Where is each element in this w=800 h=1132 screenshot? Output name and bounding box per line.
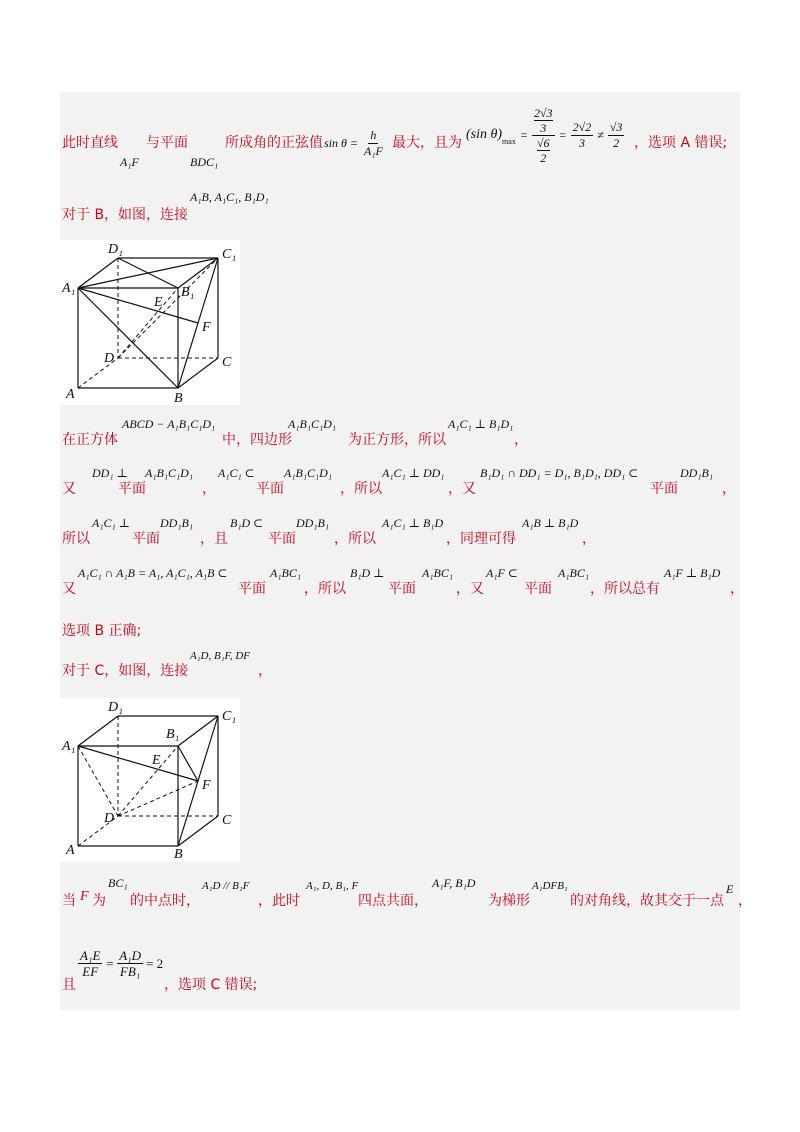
label-a1: A₁ xyxy=(62,739,76,754)
math: A₁C₁ ⊥ xyxy=(92,516,130,530)
label-c: C xyxy=(222,813,232,828)
max-formula xyxy=(466,95,624,175)
text: 对于 C，如图，连接 xyxy=(62,663,189,679)
text: ， xyxy=(738,893,752,909)
ratio-formula xyxy=(78,948,163,979)
math-e: E xyxy=(726,882,734,896)
math: A₁C₁ ⊥ DD₁ xyxy=(382,466,445,480)
text: 平面 xyxy=(238,581,266,597)
num: √6 xyxy=(536,135,550,150)
text: ， xyxy=(730,581,744,597)
den: FB₁ xyxy=(119,964,141,979)
equals: = xyxy=(105,955,115,971)
label-e: E xyxy=(154,295,163,310)
not-equal: ≠ xyxy=(597,127,604,142)
text: ， xyxy=(202,481,216,497)
numerator: h xyxy=(370,128,377,142)
label-d1: D₁ xyxy=(108,700,123,715)
math: A₁B₁C₁D₁ xyxy=(145,466,194,480)
math: A₁B, A₁C₁, B₁D₁ xyxy=(190,190,269,204)
math-a1f: A₁F xyxy=(120,155,139,169)
fraction xyxy=(117,948,143,979)
sin-fraction xyxy=(362,128,385,159)
label-c: C xyxy=(222,355,232,370)
text: 又 xyxy=(62,581,76,597)
math: A₁D // B₁F xyxy=(202,880,250,892)
math: DD₁B₁ xyxy=(160,516,194,530)
math: DD₁B₁ xyxy=(680,466,714,480)
text: ， xyxy=(582,531,596,547)
denominator: A₁F xyxy=(364,144,383,158)
text: 对于 B，如图，连接 xyxy=(62,207,189,223)
den: 2 xyxy=(540,150,547,165)
text: 的对角线，故其交于一点 xyxy=(570,893,724,909)
math: DD₁B₁ xyxy=(296,516,330,530)
text: 的中点时， xyxy=(130,893,200,909)
equals: = xyxy=(558,127,567,142)
rhs: = 2 xyxy=(146,955,164,971)
math: B₁D₁ ∩ DD₁ = D₁, B₁D₁, DD₁ ⊂ xyxy=(480,466,639,480)
compound-fraction xyxy=(532,106,555,165)
text: 且 xyxy=(62,977,76,993)
math: A₁C₁ ⊥ B₁D₁ xyxy=(448,417,514,431)
text: 又 xyxy=(62,481,76,497)
math: A₁F ⊥ B₁D xyxy=(664,566,721,580)
label-d: D xyxy=(104,811,115,826)
text: ，选项 C 错误; xyxy=(164,977,258,993)
math: A₁B ⊥ B₁D xyxy=(522,516,579,530)
text: 最大，且为 xyxy=(392,135,462,151)
text: ，所以 xyxy=(340,481,382,497)
text: ，所以总有 xyxy=(590,581,660,597)
text: ，又 xyxy=(456,581,484,597)
text: ，且 xyxy=(200,531,228,547)
num: √3 xyxy=(609,119,623,134)
math: ABCD − A₁B₁C₁D₁ xyxy=(122,417,216,431)
text: 当 xyxy=(62,893,76,909)
text: ， xyxy=(514,432,528,448)
text: ，所以 xyxy=(334,531,376,547)
math: B₁D ⊥ xyxy=(350,566,385,580)
sin-formula xyxy=(324,128,385,159)
cube-figure-2 xyxy=(60,698,240,862)
math: A₁BC₁ xyxy=(422,566,454,580)
text: 所成角的正弦值 xyxy=(225,135,323,151)
label-a: A xyxy=(66,387,75,402)
label-d: D xyxy=(104,351,115,366)
math-f: F xyxy=(80,889,89,904)
den: 3 xyxy=(540,120,547,135)
fraction xyxy=(571,120,594,151)
math: A₁DFB₁ xyxy=(532,880,568,892)
text: 平面 xyxy=(132,531,160,547)
line-7: 选项 B 正确; xyxy=(62,623,142,639)
text: 中，四边形 xyxy=(222,432,292,448)
lower-fraction xyxy=(535,136,552,165)
fraction xyxy=(78,948,102,979)
math: A₁F ⊂ xyxy=(486,566,518,580)
num: A₁E xyxy=(80,948,101,963)
math: A₁BC₁ xyxy=(558,566,590,580)
text: ，此时 xyxy=(258,893,300,909)
text: 为正方形，所以 xyxy=(348,432,446,448)
math: A₁, D, B₁, F xyxy=(306,880,359,892)
text: 为 xyxy=(92,893,106,909)
num: A₁D xyxy=(119,948,142,963)
math: A₁B₁C₁D₁ xyxy=(288,417,337,431)
max-lhs: (sin θ) xyxy=(466,127,503,142)
num: 2√3 xyxy=(533,105,553,120)
label-b1: B₁ xyxy=(166,727,180,742)
text: 为梯形 xyxy=(488,893,530,909)
math-bdc1: BDC₁ xyxy=(190,155,219,169)
text: 与平面 xyxy=(146,135,188,151)
text: 平面 xyxy=(268,531,296,547)
math: DD₁ ⊥ xyxy=(92,466,128,480)
text: ，选项 A 错误; xyxy=(634,135,728,151)
math: A₁C₁ ∩ A₁B = A₁, A₁C₁, A₁B ⊂ xyxy=(78,566,228,580)
label-c1: C₁ xyxy=(222,247,237,262)
upper-fraction xyxy=(532,106,555,136)
text: ，又 xyxy=(448,481,476,497)
text: ， xyxy=(258,663,272,679)
content-panel xyxy=(60,92,740,1010)
text: 所以 xyxy=(62,531,90,547)
den: EF xyxy=(82,964,99,979)
text: 平面 xyxy=(388,581,416,597)
fraction xyxy=(608,120,625,151)
label-c1: C₁ xyxy=(222,709,237,724)
label-a: A xyxy=(66,843,75,858)
text: ，所以 xyxy=(304,581,346,597)
math: A₁F, B₁D xyxy=(432,876,476,890)
label-f: F xyxy=(202,320,211,335)
text: 平面 xyxy=(118,481,146,497)
den: 2 xyxy=(613,135,620,150)
text: 平面 xyxy=(256,481,284,497)
text: 此时直线 xyxy=(62,135,118,151)
label-b: B xyxy=(174,847,183,862)
equals: = xyxy=(519,127,528,142)
text: 四点共面， xyxy=(358,893,428,909)
text: 在正方体 xyxy=(62,432,118,448)
math: A₁C₁ ⊂ xyxy=(218,466,255,480)
math: A₁D, B₁F, DF xyxy=(190,650,250,662)
label-b: B xyxy=(174,391,183,405)
text: 平面 xyxy=(524,581,552,597)
cube-figure-1 xyxy=(60,240,240,405)
sin-lhs: sin θ = xyxy=(324,136,358,150)
num: 2√2 xyxy=(572,119,592,134)
math: BC₁ xyxy=(108,876,128,890)
math: B₁D ⊂ xyxy=(230,516,264,530)
label-e: E xyxy=(152,753,161,768)
label-b1: B₁ xyxy=(181,285,195,300)
max-subscript: max xyxy=(502,136,516,146)
label-d1: D₁ xyxy=(108,242,123,257)
text: ，同理可得 xyxy=(446,531,516,547)
label-a1: A₁ xyxy=(62,281,76,296)
math: A₁BC₁ xyxy=(270,566,302,580)
math: A₁B₁C₁D₁ xyxy=(284,466,333,480)
text: 平面 xyxy=(650,481,678,497)
label-f: F xyxy=(202,778,211,793)
math: A₁C₁ ⊥ B₁D xyxy=(382,516,444,530)
den: 3 xyxy=(578,135,585,150)
text: ， xyxy=(722,481,736,497)
